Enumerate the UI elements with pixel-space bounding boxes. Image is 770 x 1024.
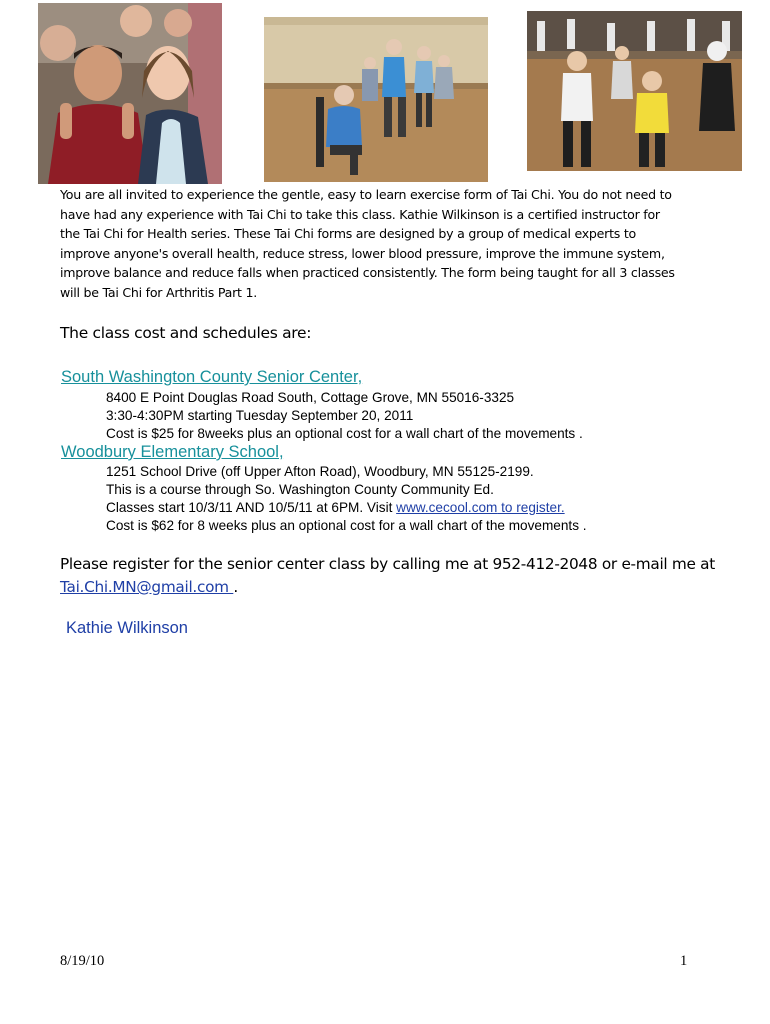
- intro-paragraph: [60, 185, 710, 303]
- intro-line: improve anyone's overall health, reduce stress, lower blood pressure, improve the immune system,: [60, 245, 665, 261]
- intro-line: You are all invited to experience the gentle, easy to learn exercise form of Tai Chi. You do not need to: [60, 187, 672, 202]
- schedules-heading: The class cost and schedules are:: [60, 324, 312, 342]
- register-link[interactable]: to register.: [497, 500, 565, 515]
- woodbury-course-note: This is a course through So. Washington County Community Ed.: [106, 482, 494, 497]
- cecool-website-link[interactable]: www.cecool.com: [396, 500, 498, 515]
- woodbury-school-address: 1251 School Drive (off Upper Afton Road), Woodbury, MN 55125-2199.: [106, 464, 534, 479]
- senior-center-time: 3:30-4:30PM starting Tuesday September 20, 2011: [106, 408, 414, 423]
- email-link[interactable]: Tai.Chi.MN@gmail.com: [60, 578, 234, 596]
- register-line: Please register for the senior center class by calling me at 952-412-2048 or e-mail me at: [60, 555, 715, 573]
- signature: Kathie Wilkinson: [66, 619, 188, 637]
- footer-date: 8/19/10: [60, 953, 105, 969]
- intro-line: improve balance and reduce falls when practiced consistently. The form being taught for all 3 classes: [60, 265, 675, 281]
- intro-line: will be Tai Chi for Arthritis Part 1.: [60, 284, 257, 300]
- email-suffix: .: [233, 578, 238, 596]
- tai-chi-group-closeup-photo: [38, 3, 222, 184]
- register-email-line: [60, 576, 740, 599]
- page-number: 1: [680, 953, 688, 969]
- woodbury-classes-line: [106, 499, 565, 517]
- intro-line: the Tai Chi for Health series. These Tai Chi forms are designed by a group of medical experts to: [60, 226, 637, 242]
- senior-center-link[interactable]: South Washington County Senior Center,: [61, 368, 363, 386]
- intro-line: have had any experience with Tai Chi to take this class. Kathie Wilkinson is a certified instructor for: [60, 206, 660, 222]
- woodbury-school-cost: Cost is $62 for 8 weeks plus an optional cost for a wall chart of the movements .: [106, 518, 587, 533]
- classes-start-text: Classes start 10/3/11 AND 10/5/11 at 6PM. Visit: [106, 500, 397, 515]
- woodbury-school-link[interactable]: Woodbury Elementary School,: [61, 443, 284, 461]
- tai-chi-seated-class-photo: [264, 17, 488, 182]
- senior-center-address: 8400 E Point Douglas Road South, Cottage Grove, MN 55016-3325: [106, 390, 515, 405]
- tai-chi-gym-class-photo: [527, 11, 742, 171]
- register-paragraph: [60, 553, 740, 599]
- senior-center-cost: Cost is $25 for 8weeks plus an optional cost for a wall chart of the movements .: [106, 426, 583, 441]
